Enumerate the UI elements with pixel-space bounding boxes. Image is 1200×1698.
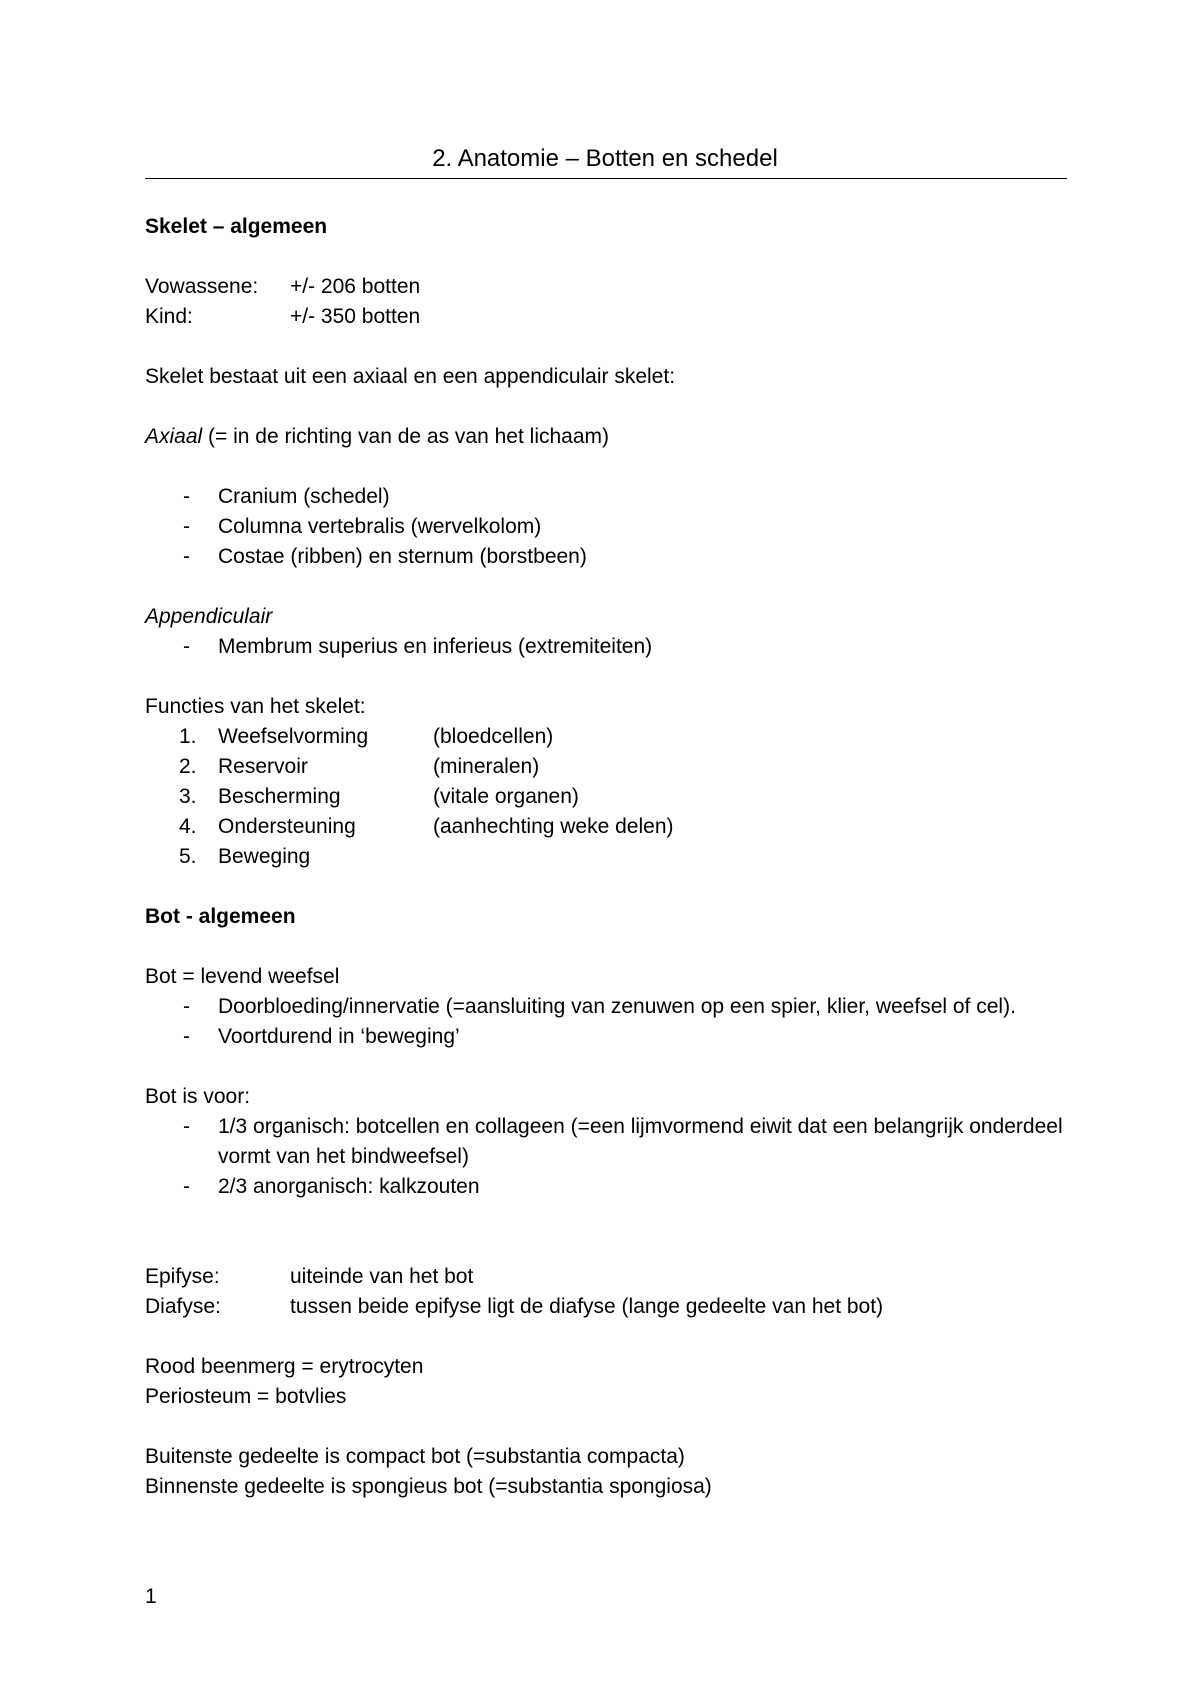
item-number: 2. [179, 755, 197, 778]
bot-levend: Bot = levend weefsel [145, 965, 340, 988]
list-item [145, 1022, 1075, 1052]
list-item-text: Voortdurend in ‘beweging’ [218, 1025, 460, 1048]
list-dash: - [183, 1175, 190, 1198]
buitenste-line: Buitenste gedeelte is compact bot (=substantia compacta) [145, 1445, 685, 1468]
title-underline [145, 178, 1067, 179]
document-body [145, 212, 1075, 1502]
list-item-text: Membrum superius en inferieus (extremiteiten) [218, 635, 653, 658]
function-note: (mineralen) [433, 755, 540, 778]
function-note: (aanhechting weke delen) [433, 815, 674, 838]
skelet-intro: Skelet bestaat uit een axiaal en een appendiculair skelet: [145, 365, 676, 388]
page-title: 2. Anatomie – Botten en schedel [432, 145, 778, 172]
page-number: 1 [145, 1585, 157, 1608]
list-item [145, 1172, 1075, 1202]
function-name: Ondersteuning [218, 815, 356, 838]
item-number: 4. [179, 815, 197, 838]
function-note: (bloedcellen) [433, 725, 554, 748]
item-number: 5. [179, 845, 197, 868]
list-dash: - [183, 515, 190, 538]
appendiculair-label: Appendiculair [145, 605, 273, 628]
function-note: (vitale organen) [433, 785, 579, 808]
definition-text: tussen beide epifyse ligt de diafyse (lange gedeelte van het bot) [290, 1295, 884, 1318]
definition-term: Diafyse: [145, 1295, 221, 1318]
numbered-item [145, 752, 1075, 782]
bot-voor: Bot is voor: [145, 1085, 251, 1108]
list-item [145, 632, 1075, 662]
list-dash: - [183, 545, 190, 568]
list-dash: - [183, 995, 190, 1018]
list-dash: - [183, 635, 190, 658]
function-name: Weefselvorming [218, 725, 369, 748]
numbered-item [145, 842, 1075, 872]
axiaal-label: Axiaal [145, 425, 203, 448]
list-item-text: Doorbloeding/innervatie (=aansluiting van zenuwen op een spier, klier, weefsel of cel). [218, 995, 1016, 1018]
item-number: 1. [179, 725, 197, 748]
numbered-item [145, 782, 1075, 812]
list-item [145, 482, 1075, 512]
section-heading-bot: Bot - algemeen [145, 905, 296, 928]
function-name: Beweging [218, 845, 311, 868]
functies-heading: Functies van het skelet: [145, 695, 366, 718]
beenmerg-line: Rood beenmerg = erytrocyten [145, 1355, 424, 1378]
list-item-text: Cranium (schedel) [218, 485, 390, 508]
definition-row [145, 1292, 1075, 1322]
function-name: Bescherming [218, 785, 341, 808]
list-item [145, 992, 1075, 1022]
bone-count-value: +/- 350 botten [290, 305, 421, 328]
list-item-text: 2/3 anorganisch: kalkzouten [218, 1175, 480, 1198]
list-item-text: Costae (ribben) en sternum (borstbeen) [218, 545, 587, 568]
numbered-item [145, 722, 1075, 752]
list-item-text: Columna vertebralis (wervelkolom) [218, 515, 542, 538]
item-number: 3. [179, 785, 197, 808]
function-name: Reservoir [218, 755, 308, 778]
binnenste-line: Binnenste gedeelte is spongieus bot (=substantia spongiosa) [145, 1475, 712, 1498]
list-item-text: 1/3 organisch: botcellen en collageen (=een lijmvormend eiwit dat een belangrijk onderdeel vormt van het bindweefsel) [218, 1115, 1063, 1168]
list-item [145, 542, 1075, 572]
list-dash: - [183, 1115, 190, 1138]
definition-term: Epifyse: [145, 1265, 220, 1288]
list-item [145, 512, 1075, 542]
axiaal-description: (= in de richting van de as van het lichaam) [202, 425, 610, 448]
section-heading-skelet: Skelet – algemeen [145, 215, 328, 238]
list-dash: - [183, 1025, 190, 1048]
definition-row [145, 1262, 1075, 1292]
list-item [145, 1112, 1075, 1172]
bone-count-value: +/- 206 botten [290, 275, 421, 298]
numbered-item [145, 812, 1075, 842]
bone-count-label: Vowassene: [145, 275, 259, 298]
axiaal-line [145, 422, 1075, 452]
bone-count-row [145, 272, 1075, 302]
list-dash: - [183, 485, 190, 508]
definition-text: uiteinde van het bot [290, 1265, 474, 1288]
bone-count-row [145, 302, 1075, 332]
bone-count-label: Kind: [145, 305, 193, 328]
periosteum-line: Periosteum = botvlies [145, 1385, 347, 1408]
